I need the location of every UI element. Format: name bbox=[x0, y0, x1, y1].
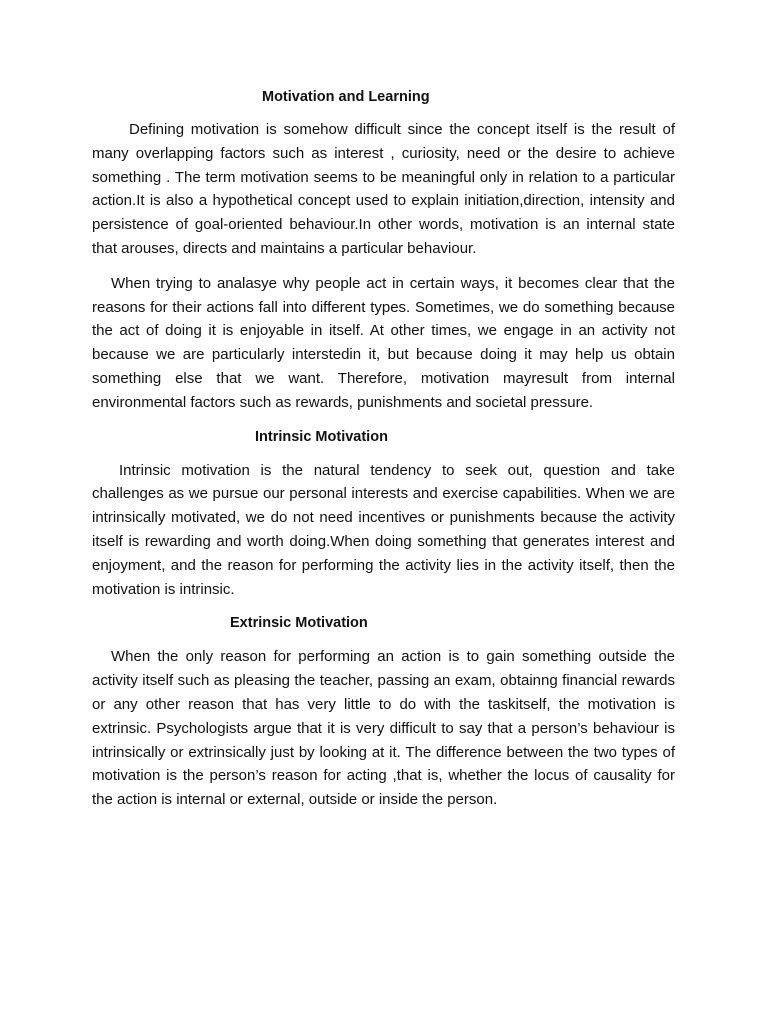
document-title: Motivation and Learning bbox=[262, 89, 430, 105]
paragraph-extrinsic-motivation: When the only reason for performing an action is to gain something outside the activity itself such as pleasing the teacher, passing an exam, obtainng financial rewards or any other reason that has very little to do with the taskitself, the motivation is extrinsic. Psychologists argue that it is very difficult to say that a person’s behaviour is intrinsically or extrinsically just by looking at it. The difference between the two types of motivation is the person’s reason for acting ,that is, whether the locus of causality for the action is internal or external, outside or inside the person. bbox=[92, 648, 675, 809]
extrinsic-motivation-heading: Extrinsic Motivation bbox=[230, 615, 368, 632]
paragraph-reasons-for-action: When trying to analasye why people act in certain ways, it becomes clear that the reasons for their actions fall into different types. Sometimes, we do something because the act of doing it is enjoyable in itself. At other times, we engage in an activity not because we are particularly interstedin it, but because doing it may help us obtain something else that we want. Therefore, motivation mayresult from internal environmental factors such as rewards, punishments and societal pressure. bbox=[92, 274, 675, 411]
document-body bbox=[92, 86, 675, 812]
paragraph-defining-motivation: Defining motivation is somehow difficult since the concept itself is the result of many overlapping factors such as interest , curiosity, need or the desire to achieve something . The term motivation seems to be meaningful only in relation to a particular action.It is also a hypothetical concept used to explain initiation,direction, intensity and persistence of goal-oriented behaviour.In other words, motivation is an internal state that arouses, directs and maintains a particular behaviour. bbox=[92, 121, 675, 257]
paragraph-intrinsic-motivation: Intrinsic motivation is the natural tendency to seek out, question and take challenges as we pursue our personal interests and exercise capabilities. When we are intrinsically motivated, we do not need incentives or punishments because the activity itself is rewarding and worth doing.When doing something that generates interest and enjoyment, and the reason for performing the activity lies in the activity itself, then the motivation is intrinsic. bbox=[92, 461, 675, 598]
intrinsic-motivation-heading: Intrinsic Motivation bbox=[255, 428, 388, 445]
